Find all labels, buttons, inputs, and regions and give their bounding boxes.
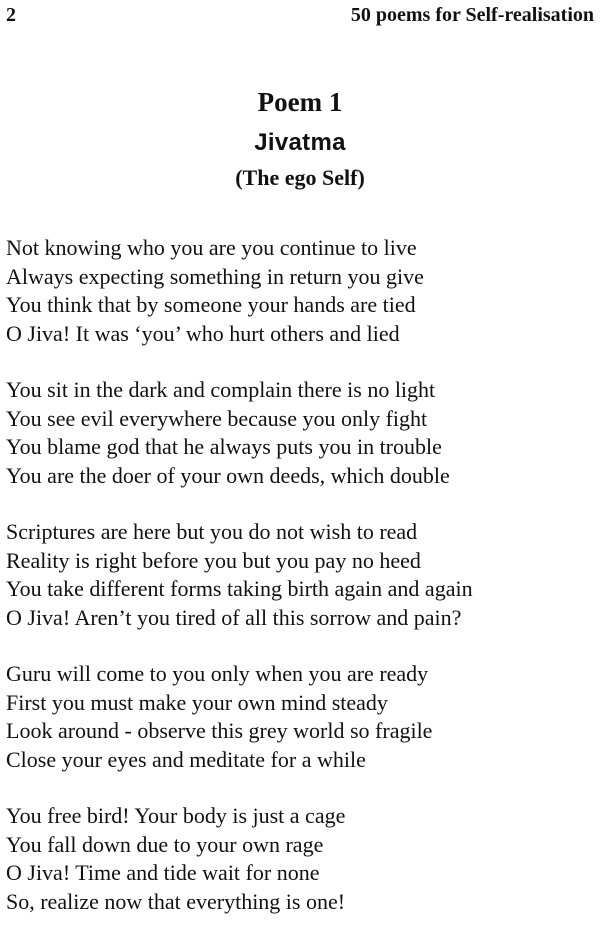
poem-line: Reality is right before you but you pay no heed — [6, 547, 421, 573]
poem-line: Not knowing who you are you continue to live — [6, 235, 417, 260]
poem-line: First you must make your own mind steady — [6, 689, 388, 715]
stanza — [6, 802, 596, 916]
poem-line: Scriptures are here but you do not wish to read — [6, 519, 418, 544]
poem-heading — [0, 86, 600, 192]
poem-line: Always expecting something in return you give — [6, 263, 424, 289]
poem-line: You see evil everywhere because you only fight — [6, 405, 428, 431]
poem-line: You fall down due to your own rage — [6, 831, 324, 857]
poem-line: So, realize now that everything is one! — [6, 888, 346, 914]
page-number: 2 — [6, 4, 16, 26]
poem-body — [6, 234, 596, 944]
poem-line: O Jiva! Aren’t you tired of all this sorrow and pain? — [6, 604, 462, 630]
running-header-title: 50 poems for Self-realisation — [350, 4, 594, 26]
poem-line: You are the doer of your own deeds, which double — [6, 462, 450, 488]
poem-line: Look around - observe this grey world so fragile — [6, 718, 433, 743]
poem-line: Close your eyes and meditate for a while — [6, 746, 366, 772]
stanza — [6, 518, 596, 632]
poem-line: O Jiva! Time and tide wait for none — [6, 860, 320, 885]
stanza — [6, 376, 596, 490]
stanza — [6, 660, 596, 774]
poem-line: You sit in the dark and complain there is no light — [6, 377, 436, 402]
poem-line: You blame god that he always puts you in trouble — [6, 434, 442, 459]
poem-line: Guru will come to you only when you are ready — [6, 661, 429, 686]
poem-subtitle: (The ego Self) — [235, 165, 365, 190]
poem-title: Jivatma — [254, 129, 346, 156]
poem-line: O Jiva! It was ‘you’ who hurt others and lied — [6, 320, 400, 346]
poem-number: Poem 1 — [257, 87, 343, 117]
stanza — [6, 234, 596, 348]
poem-line: You free bird! Your body is just a cage — [6, 803, 346, 828]
poem-line: You think that by someone your hands are tied — [6, 292, 416, 317]
poem-line: You take different forms taking birth again and again — [6, 576, 473, 601]
